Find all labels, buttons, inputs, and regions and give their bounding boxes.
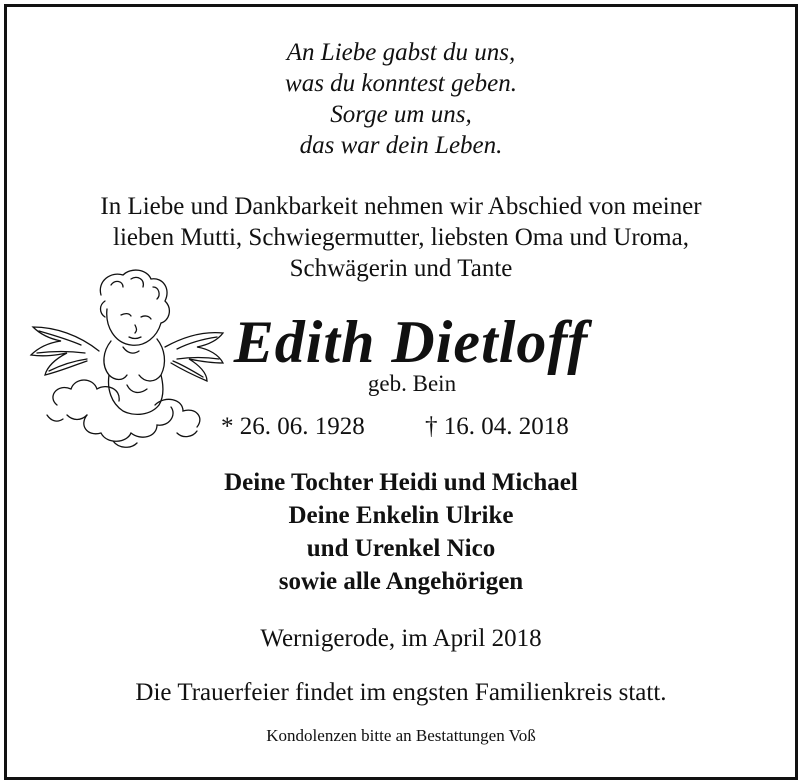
birth-date: * 26. 06. 1928 — [221, 413, 365, 440]
death-date: † 16. 04. 2018 — [425, 413, 569, 440]
mourners-list — [7, 466, 795, 598]
intro-line: Schwägerin und Tante — [289, 255, 513, 282]
mourner-line: Deine Enkelin Ulrike — [288, 502, 514, 529]
condolences-note: Kondolenzen bitte an Bestattungen Voß — [266, 726, 536, 745]
obituary-notice — [4, 4, 798, 780]
poem-line: Sorge um uns, — [330, 101, 472, 128]
funeral-note: Die Trauerfeier findet im engsten Familienkreis statt. — [135, 679, 667, 706]
intro-line: lieben Mutti, Schwiegermutter, liebsten Oma und Uroma, — [113, 224, 689, 251]
mourner-line: sowie alle Angehörigen — [278, 568, 524, 595]
poem-line: was du konntest geben. — [285, 70, 517, 97]
deceased-name: Edith Dietloff — [233, 309, 589, 375]
place-and-date: Wernigerode, im April 2018 — [260, 625, 542, 652]
cherub-angel-icon — [27, 265, 227, 455]
memorial-poem — [7, 37, 795, 161]
mourner-line: Deine Tochter Heidi und Michael — [224, 469, 578, 496]
maiden-name: geb. Bein — [367, 371, 457, 396]
poem-line: das war dein Leben. — [299, 132, 503, 159]
poem-line: An Liebe gabst du uns, — [286, 39, 516, 66]
intro-line: In Liebe und Dankbarkeit nehmen wir Abschied von meiner — [100, 193, 702, 220]
mourner-line: und Urenkel Nico — [306, 535, 496, 562]
